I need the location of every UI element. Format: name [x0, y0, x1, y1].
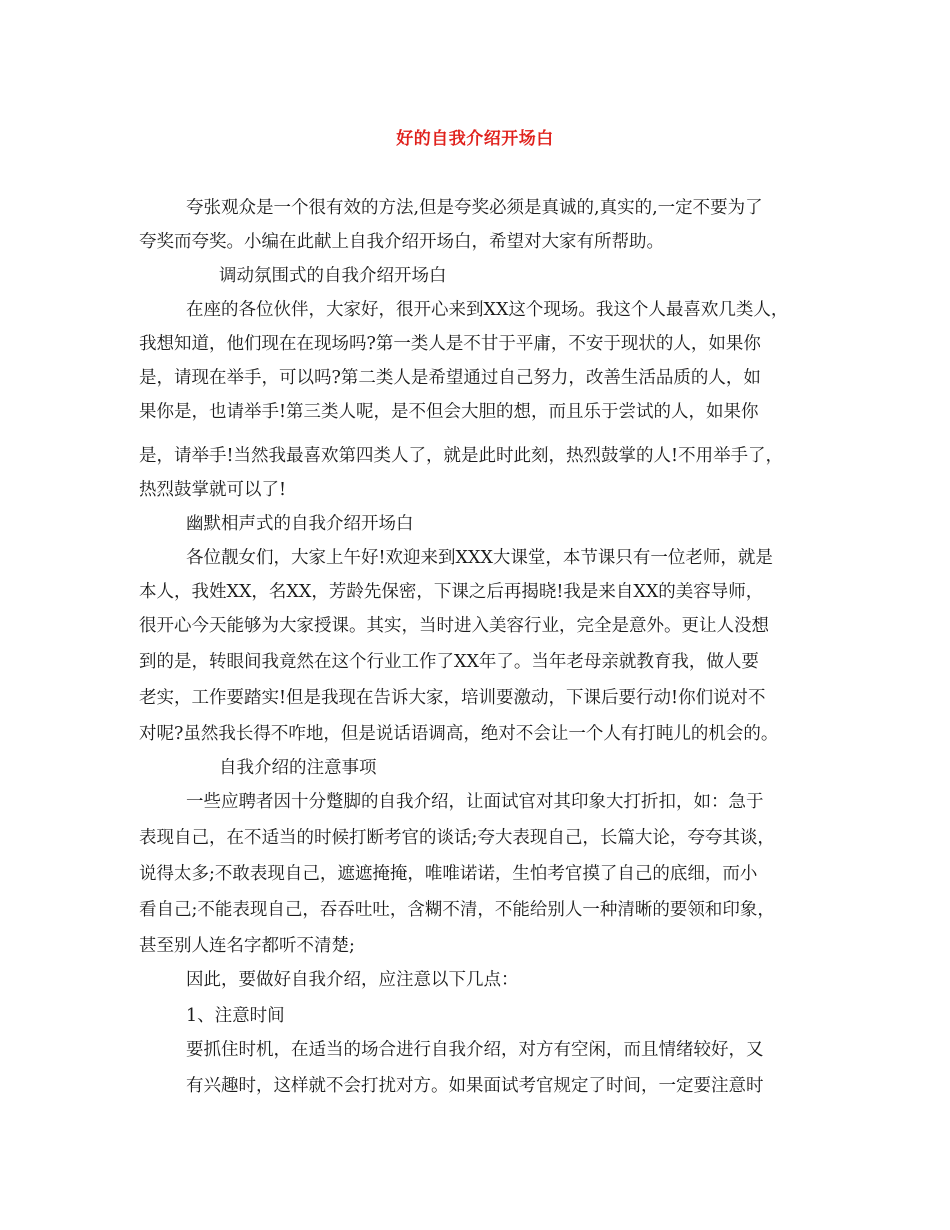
section-heading: 1、注意时间	[186, 1006, 285, 1026]
paragraph-line: 老实，工作要踏实!但是我现在告诉大家，培训要激动，下课后要行动!你们说对不	[139, 688, 766, 708]
paragraph-line: 各位靓女们，大家上午好!欢迎来到XXX大课堂，本节课只有一位老师，就是	[186, 548, 773, 568]
paragraph-line: 甚至别人连名字都听不清楚;	[139, 936, 355, 956]
section-heading: 自我介绍的注意事项	[219, 758, 377, 778]
paragraph-line: 我想知道，他们现在在现场吗?第一类人是不甘于平庸，不安于现状的人，如果你	[139, 334, 761, 354]
paragraph-line: 看自己;不能表现自己，吞吞吐吐，含糊不清，不能给别人一种清晰的要领和印象，	[139, 900, 775, 920]
paragraph-line: 是，请举手!当然我最喜欢第四类人了，就是此时此刻，热烈鼓掌的人!不用举手了，	[139, 446, 784, 466]
paragraph-line: 说得太多;不敢表现自己，遮遮掩掩，唯唯诺诺，生怕考官摸了自己的底细，而小	[139, 864, 758, 884]
section-heading: 调动氛围式的自我介绍开场白	[219, 266, 447, 286]
paragraph-line: 要抓住时机，在适当的场合进行自我介绍，对方有空闲，而且情绪较好，又	[186, 1040, 764, 1060]
paragraph-line: 表现自己，在不适当的时候打断考官的谈话;夸大表现自己，长篇大论，夸夸其谈，	[139, 828, 775, 848]
paragraph-line: 夸张观众是一个很有效的方法,但是夸奖必须是真诚的,真实的,一定不要为了	[186, 198, 763, 218]
paragraph-line: 很开心今天能够为大家授课。其实，当时进入美容行业，完全是意外。更让人没想	[139, 616, 769, 636]
paragraph-line: 到的是，转眼间我竟然在这个行业工作了XX年了。当年老母亲就教育我，做人要	[139, 652, 759, 672]
paragraph-line: 对呢?虽然我长得不咋地，但是说话语调高，绝对不会让一个人有打盹儿的机会的。	[139, 724, 779, 744]
paragraph-line: 热烈鼓掌就可以了!	[139, 480, 287, 500]
paragraph-line: 是，请现在举手，可以吗?第二类人是希望通过自己努力，改善生活品质的人，如	[139, 368, 761, 388]
paragraph-line: 本人，我姓XX，名XX，芳龄先保密，下课之后再揭晓!我是来自XX的美容导师，	[139, 582, 764, 602]
paragraph-line: 有兴趣时，这样就不会打扰对方。如果面试考官规定了时间，一定要注意时	[186, 1076, 764, 1096]
section-heading: 幽默相声式的自我介绍开场白	[186, 514, 414, 534]
paragraph-line: 因此，要做好自我介绍，应注意以下几点：	[186, 970, 519, 990]
paragraph-line: 夸奖而夸奖。小编在此献上自我介绍开场白，希望对大家有所帮助。	[139, 232, 664, 252]
paragraph-line: 一些应聘者因十分蹩脚的自我介绍，让面试官对其印象大打折扣，如：急于	[186, 792, 764, 812]
document-title: 好的自我介绍开场白	[396, 129, 554, 149]
paragraph-line: 果你是，也请举手!第三类人呢，是不但会大胆的想，而且乐于尝试的人，如果你	[139, 402, 759, 422]
paragraph-line: 在座的各位伙伴，大家好，很开心来到XX这个现场。我这个人最喜欢几类人，	[186, 300, 789, 320]
